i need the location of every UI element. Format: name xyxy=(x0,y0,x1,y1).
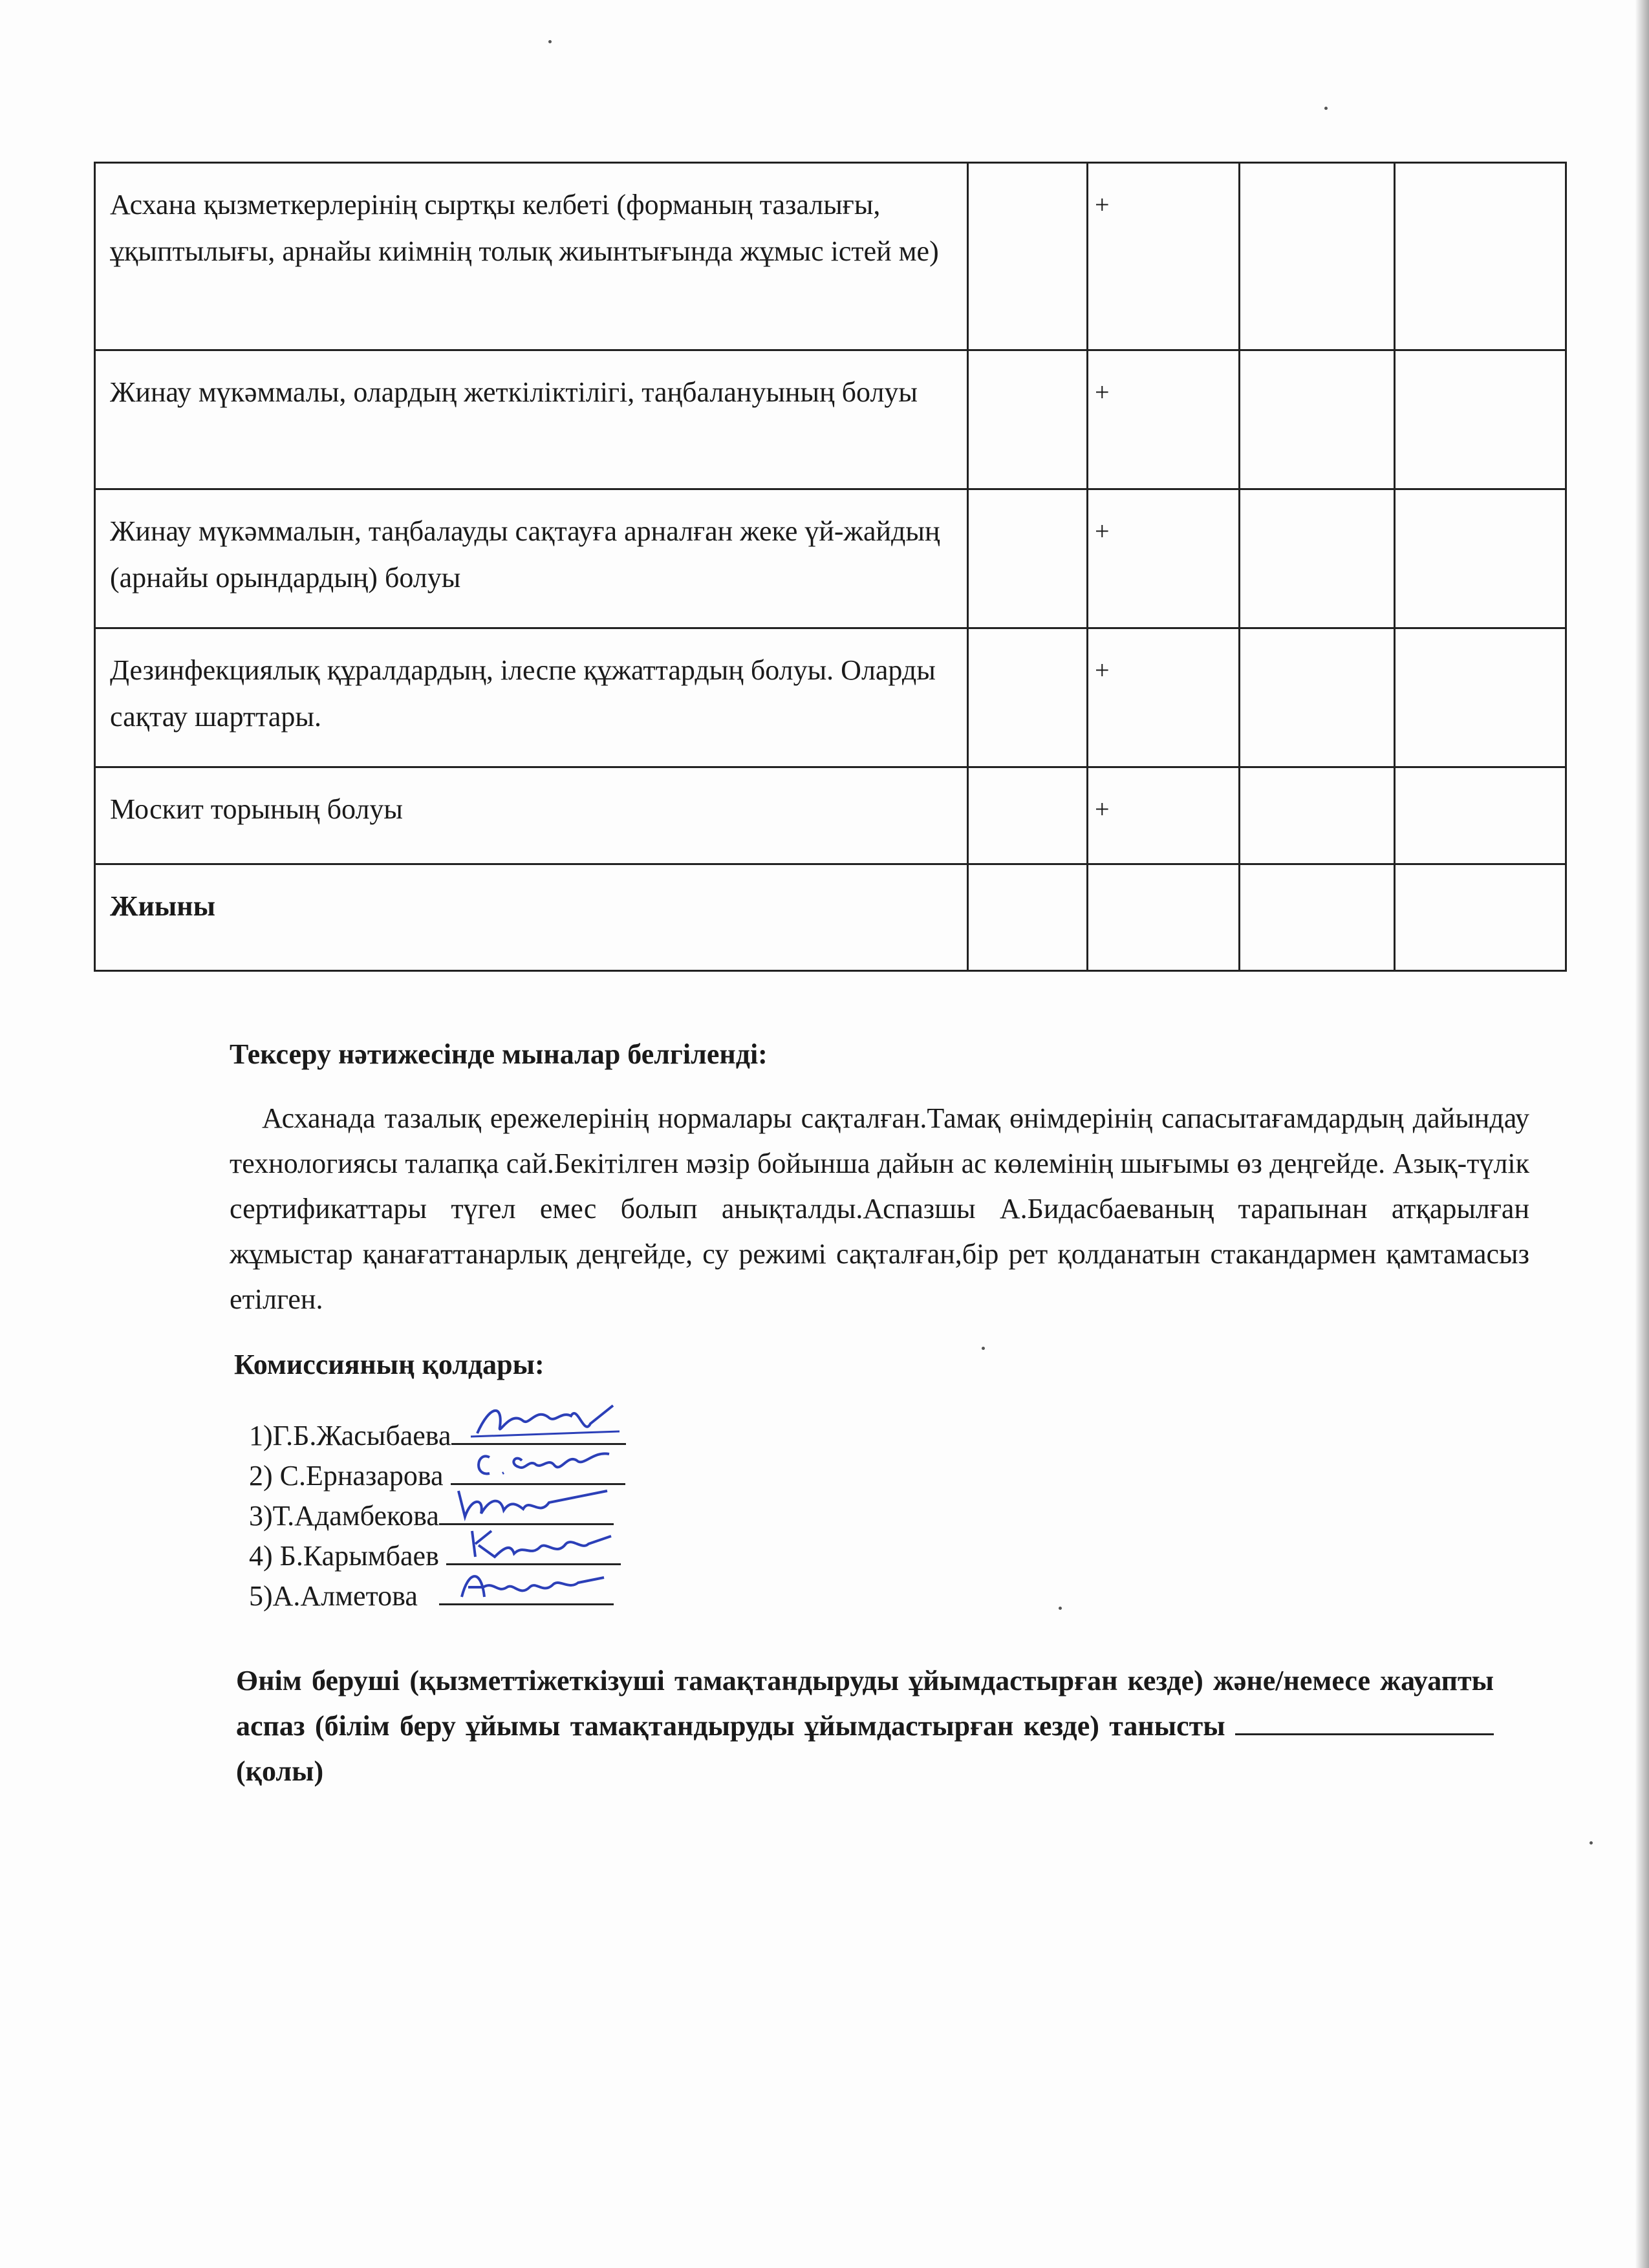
plus-mark: + xyxy=(1088,628,1240,767)
cell-empty xyxy=(1395,350,1566,489)
cell-empty xyxy=(1240,489,1395,628)
row-label: Асхана қызметкерлерінің сыртқы келбеті (форманың тазалығы, ұқыптылығы, арнайы киімнің толық жиынтығында жұмыс істей ме) xyxy=(95,163,968,350)
acknowledgement-suffix: (қолы) xyxy=(236,1755,324,1787)
commission-heading: Комиссияның қолдары: xyxy=(234,1349,544,1380)
scanner-edge xyxy=(1635,0,1649,2268)
table-row xyxy=(95,163,1566,350)
inspection-table xyxy=(94,162,1567,972)
table-row xyxy=(95,350,1566,489)
plus-mark: + xyxy=(1088,163,1240,350)
plus-mark: + xyxy=(1088,350,1240,489)
member-name: 3)Т.Адамбекова xyxy=(249,1500,439,1532)
cell-empty xyxy=(1395,628,1566,767)
cell-empty xyxy=(1395,767,1566,864)
table-total-row xyxy=(95,864,1566,971)
signature-blank xyxy=(1235,1705,1494,1735)
signature-row xyxy=(249,1576,626,1616)
scan-speck xyxy=(548,40,552,43)
member-name: 2) С.Ерназарова xyxy=(249,1460,444,1492)
findings-text: Асханада тазалық ережелерінің нормалары сақталған.Тамақ өнімдерінің сапасытағамдардың дайындау технологиясы талапқа сай.Бекітілген мәзір бойынша дайын ас көлемінің шығымы өз деңгейде. Азық-түлік сертификаттары түгел емес болып анықталды.Аспазшы А.Бидасбаеваның тарапынан атқарылған жұмыстар қанағаттанарлық деңгейде, су режимі сақталған,бір рет қолданатын стакандармен қамтамасыз етілген. xyxy=(230,1102,1529,1315)
member-name: 1)Г.Б.Жасыбаева xyxy=(249,1420,451,1451)
scan-speck xyxy=(1059,1607,1062,1610)
cell-empty xyxy=(1240,864,1395,971)
row-label: Жинау мүкәммалы, олардың жеткіліктілігі, таңбалануының болуы xyxy=(95,350,968,489)
cell-empty xyxy=(1088,864,1240,971)
cell-empty xyxy=(968,628,1088,767)
cell-empty xyxy=(1240,350,1395,489)
row-label: Москит торының болуы xyxy=(95,767,968,864)
member-name: 5)А.Алметова xyxy=(249,1580,418,1612)
table-row xyxy=(95,489,1566,628)
row-label: Дезинфекциялық құралдардың, ілеспе құжаттардың болуы. Оларды сақтау шарттары. xyxy=(95,628,968,767)
table-row xyxy=(95,767,1566,864)
acknowledgement-text xyxy=(236,1658,1494,1794)
signature-list xyxy=(249,1416,626,1616)
cell-empty xyxy=(968,767,1088,864)
total-label: Жиыны xyxy=(95,864,968,971)
plus-mark: + xyxy=(1088,767,1240,864)
cell-empty xyxy=(1240,163,1395,350)
cell-empty xyxy=(968,350,1088,489)
cell-empty xyxy=(1395,864,1566,971)
cell-empty xyxy=(1395,163,1566,350)
member-name: 4) Б.Карымбаев xyxy=(249,1540,439,1572)
scan-speck xyxy=(1590,1841,1593,1845)
cell-empty xyxy=(968,489,1088,628)
cell-empty xyxy=(968,864,1088,971)
scan-speck xyxy=(982,1347,985,1350)
scan-speck xyxy=(1324,107,1328,110)
plus-mark: + xyxy=(1088,489,1240,628)
row-label: Жинау мүкәммалын, таңбалауды сақтауға арналған жеке үй-жайдың (арнайы орындардың) болуы xyxy=(95,489,968,628)
findings-heading: Тексеру нәтижесінде мыналар белгіленді: xyxy=(230,1038,768,1070)
handwritten-signature xyxy=(452,1558,614,1610)
table-row xyxy=(95,628,1566,767)
cell-empty xyxy=(1240,767,1395,864)
acknowledgement-body: Өнім беруші (қызметтіжеткізуші тамақтандыруды ұйымдастырған кезде) және/немесе жауапты аспаз (білім беру ұйымы тамақтандыруды ұйымдастырған кезде) танысты xyxy=(236,1665,1494,1742)
cell-empty xyxy=(1395,489,1566,628)
signature-line xyxy=(439,1578,614,1605)
cell-empty xyxy=(968,163,1088,350)
cell-empty xyxy=(1240,628,1395,767)
